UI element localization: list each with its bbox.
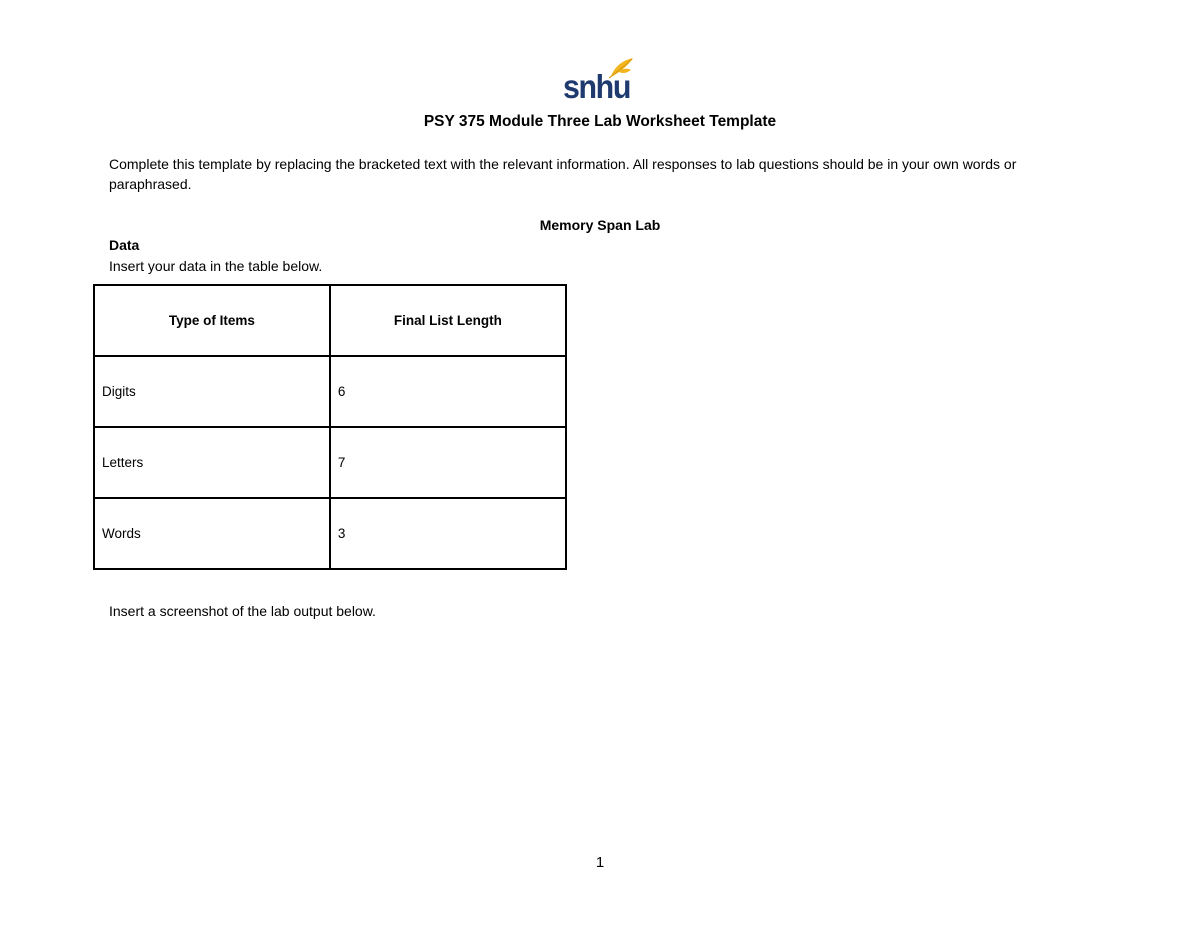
table-cell: 6 <box>330 356 566 427</box>
table-row <box>94 427 566 498</box>
table-row <box>94 356 566 427</box>
data-heading: Data <box>109 237 140 253</box>
table-cell: Letters <box>94 427 330 498</box>
table-cell: Digits <box>94 356 330 427</box>
logo-wordmark: snhu <box>563 68 631 105</box>
section-title: Memory Span Lab <box>539 217 661 233</box>
data-instruction: Insert your data in the table below. <box>109 258 323 274</box>
page-number: 1 <box>595 854 605 871</box>
snhu-logo <box>563 56 635 106</box>
table-cell: 3 <box>330 498 566 569</box>
table-header-cell: Final List Length <box>330 285 566 356</box>
table-header-row <box>94 285 566 356</box>
table-cell: 7 <box>330 427 566 498</box>
data-table <box>93 284 567 570</box>
table-header-cell: Type of Items <box>94 285 330 356</box>
table-row <box>94 498 566 569</box>
table-cell: Words <box>94 498 330 569</box>
document-title: PSY 375 Module Three Lab Worksheet Template <box>423 113 777 130</box>
screenshot-instruction: Insert a screenshot of the lab output below. <box>109 603 376 619</box>
intro-paragraph: Complete this template by replacing the bracketed text with the relevant information. All responses to lab questions should be in your own words or paraphrased. <box>109 156 1017 192</box>
